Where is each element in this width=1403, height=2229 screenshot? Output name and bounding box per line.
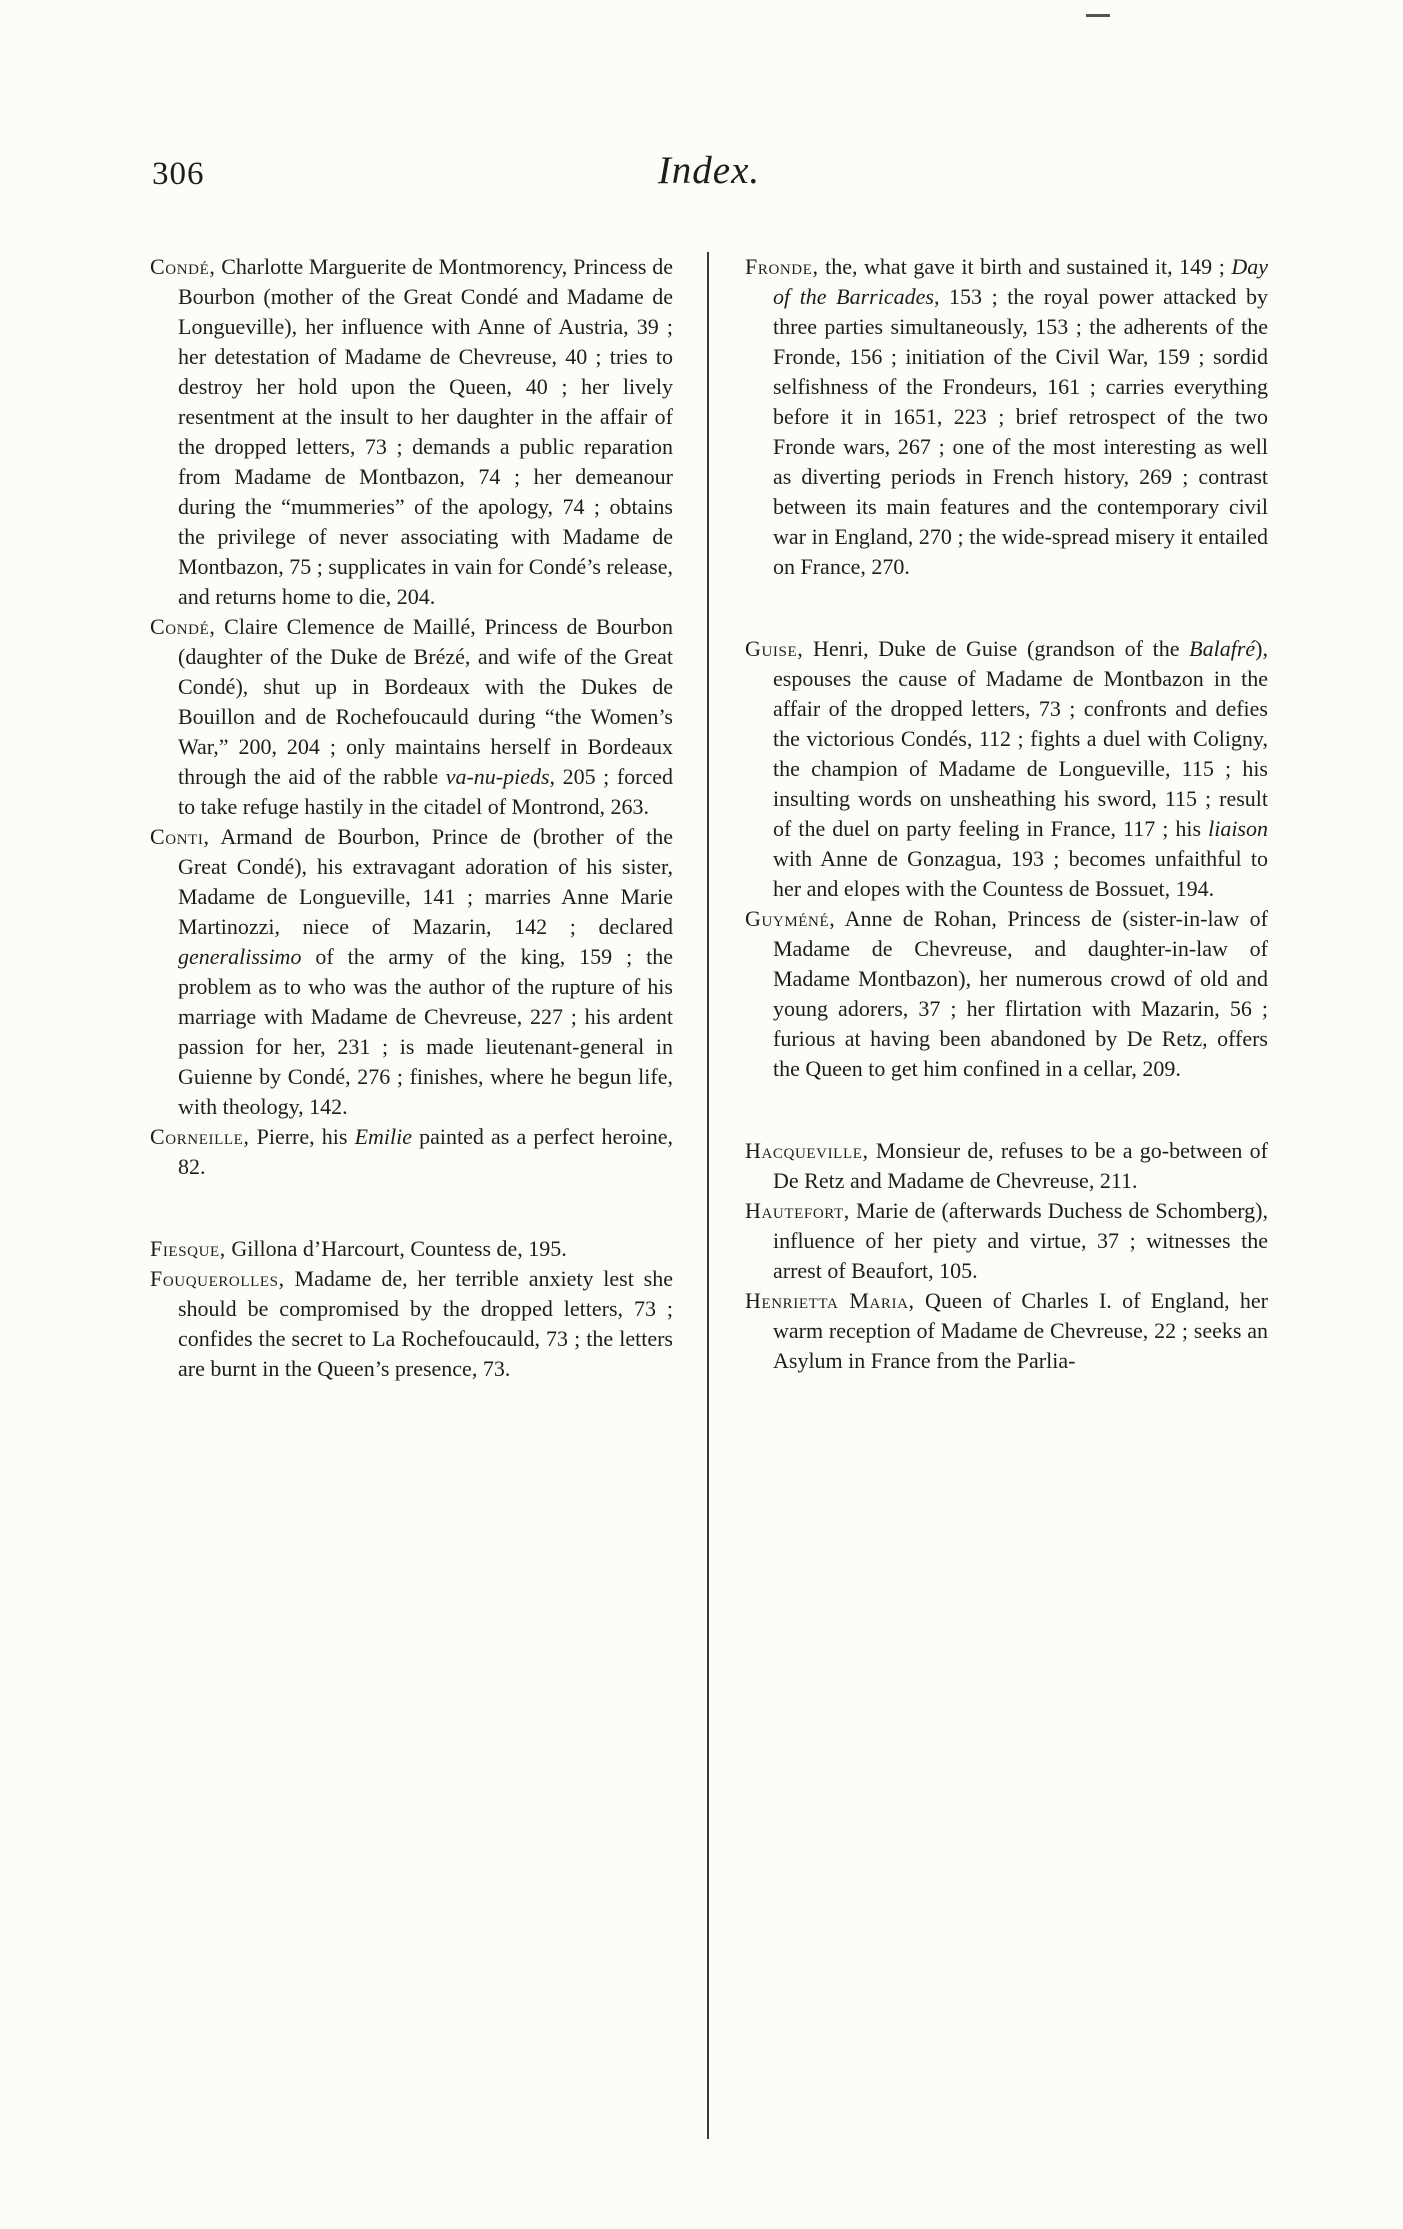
page-header [150,148,1268,208]
entry-text-italic: generalissimo [178,944,302,969]
index-entry [745,1136,1268,1196]
entry-text: painted as a perfect heroine, 82. [178,1124,674,1179]
entry-term: Henrietta Maria, [745,1288,915,1313]
entry-text: Charlotte Marguerite de Montmorency, Princess de Bourbon (mother of the Great Condé and Madame de Longueville), her influence with Anne of Austria, 39 ; her detestation of Madame de Chevreuse, 40 ; tries to destroy her hold upon the Queen, 40 ; her lively resentment at the insult to her daughter in the affair of the dropped letters, 73 ; demands a public reparation from Madame de Montbazon, 74 ; her demeanour during the “mummeries” of the apology, 74 ; obtains the privilege of never associating with Madame de Montbazon, 75 ; supplicates in vain for Condé’s release, and returns home to die, 204. [178,254,673,609]
entry-text: , 205 ; forced to take refuge hastily in the citadel of Montrond, 263. [178,764,673,819]
entry-text-italic: Balafré [1189,636,1256,661]
entry-term: Condé, [150,254,216,279]
entry-text: Gillona d’Harcourt, Countess de, 195. [225,1236,567,1261]
index-entry [150,1122,673,1182]
entry-text-italic: Emilie [354,1124,413,1149]
entry-text: , 153 ; the royal power attacked by three parties simultaneously, 153 ; the adherents of the Fronde, 156 ; initiation of the Civil War, 159 ; sordid selfishness of the Frondeurs, 161 ; carries everything before it in 1651, 223 ; brief retrospect of the two Fronde wars, 267 ; one of the most interesting as well as diverting periods in French history, 269 ; contrast between its main features and the contemporary civil war in England, 270 ; the wide-spread misery it entailed on France, 270. [773,284,1268,579]
index-entry [150,1234,673,1264]
entry-term: Fiesque, [150,1236,226,1261]
entry-text: the, what gave it birth and sustained it, 149 ; [818,254,1232,279]
entry-text: Marie de (afterwards Duchess de Schomberg), influence of her piety and virtue, 37 ; witnesses the arrest of Beaufort, 105. [773,1198,1268,1283]
entry-text-italic: liaison [1208,816,1268,841]
entry-term: Hautefort, [745,1198,850,1223]
left-column [150,252,707,2139]
index-entry [150,822,673,1122]
entry-text: Henri, Duke de Guise (grandson of the [803,636,1190,661]
index-columns [150,252,1268,2139]
entry-text: Madame de, her terrible anxiety lest she should be compromised by the dropped letters, 73 ; confides the secret to La Rochefoucauld, 73 ; the letters are burnt in the Queen’s presence, 73. [178,1266,673,1381]
entry-term: Condé, [150,614,216,639]
index-entry [745,634,1268,904]
index-entry [150,252,673,612]
entry-text-italic: Day of the Barricades [773,254,1268,309]
entry-term: Guise, [745,636,804,661]
entry-term: Guyméné, [745,906,836,931]
entry-text: Queen of Charles I. of England, her warm reception of Madame de Chevreuse, 22 ; seeks an Asylum in France from the Parlia- [773,1288,1268,1373]
page-title: Index. [657,149,761,192]
entry-text: of the army of the king, 159 ; the problem as to who was the author of the rupture of his marriage with Madame de Chevreuse, 227 ; his ardent passion for her, 231 ; is made lieutenant-general in Guienne by Condé, 276 ; finishes, where he begun life, with theology, 142. [178,944,673,1119]
index-entry [745,1286,1268,1376]
entry-term: Fouquerolles, [150,1266,285,1291]
entry-text: Anne de Rohan, Princess de (sister-in-law of Madame de Chevreuse, and daughter-in-law of Madame Montbazon), her numerous crowd of old and young adorers, 37 ; her flirtation with Mazarin, 56 ; furious at having been abandoned by De Retz, offers the Queen to get him confined in a cellar, 209. [773,906,1268,1081]
entry-term: Corneille, [150,1124,250,1149]
entry-text: Armand de Bourbon, Prince de (brother of the Great Condé), his extravagant adoration of his sister, Madame de Longueville, 141 ; marries Anne Marie Martinozzi, niece of Mazarin, 142 ; declared [178,824,673,939]
entry-text: Monsieur de, refuses to be a go-between of De Retz and Madame de Chevreuse, 211. [773,1138,1268,1193]
index-entry [745,904,1268,1084]
page-number: 306 [152,156,205,192]
entry-text: Claire Clemence de Maillé, Princess de Bourbon (daughter of the Duke de Brézé, and wife of the Great Condé), shut up in Bordeaux with the Dukes de Bouillon and de Rochefoucauld during “the Women’s War,” 200, 204 ; only maintains herself in Bordeaux through the aid of the rabble [178,614,673,789]
index-entry [745,1196,1268,1286]
entry-term: Fronde, [745,254,819,279]
scan-artifact-dash [1086,14,1110,17]
index-entry [745,252,1268,582]
right-column [709,252,1268,2139]
entry-text: Pierre, his [249,1124,355,1149]
entry-text-italic: va-nu-pieds [445,764,550,789]
entry-term: Hacqueville, [745,1138,869,1163]
entry-text: ), espouses the cause of Madame de Montbazon in the affair of the dropped letters, 73 ; confronts and defies the victorious Condés, 112 ; fights a duel with Coligny, the champion of Madame de Longueville, 115 ; his insulting words on unsheathing his sword, 115 ; result of the duel on party feeling in France, 117 ; his [773,636,1268,841]
index-entry [150,612,673,822]
entry-term: Conti, [150,824,210,849]
index-entry [150,1264,673,1384]
entry-text: with Anne de Gonzagua, 193 ; becomes unfaithful to her and elopes with the Countess de Bossuet, 194. [773,846,1268,901]
